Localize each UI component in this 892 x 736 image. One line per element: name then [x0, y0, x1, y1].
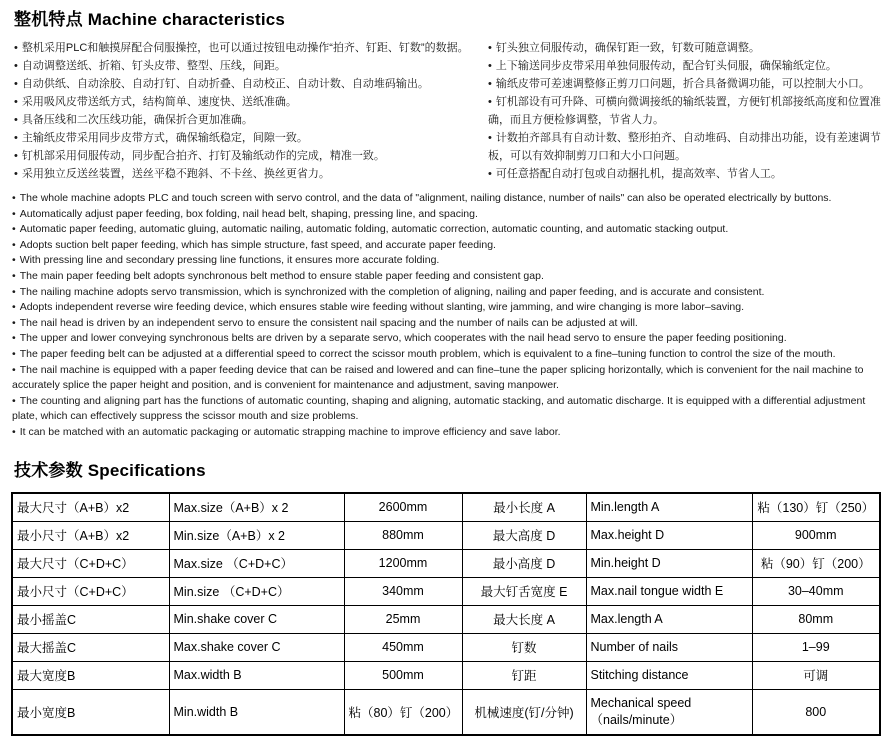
bullet-icon: •: [488, 60, 492, 72]
bullet-icon: •: [12, 425, 16, 438]
spec-table-cell: 800: [752, 689, 880, 735]
list-item: [12, 347, 888, 363]
spec-table-cell: Max.shake cover C: [169, 633, 344, 661]
spec-table-cell: 最大高度 D: [462, 521, 586, 549]
features-english-section: [12, 191, 888, 441]
features-chinese-section: [14, 39, 886, 183]
list-item: [488, 57, 886, 75]
spec-table-cell: 最大尺寸（C+D+C）: [12, 549, 169, 577]
specifications-table-body: [12, 493, 880, 735]
list-item: [12, 191, 888, 207]
list-item: [14, 147, 480, 165]
spec-table-cell: 最大长度 A: [462, 605, 586, 633]
spec-table-cell: 最大摇盖C: [12, 633, 169, 661]
spec-table-cell: 25mm: [344, 605, 462, 633]
spec-table-cell: 最小尺寸（A+B）x2: [12, 521, 169, 549]
list-item: [488, 39, 886, 57]
spec-table-cell: 880mm: [344, 521, 462, 549]
spec-table-cell: Min.width B: [169, 689, 344, 735]
list-item-text: Automatic paper feeding, automatic gluing, automatic nailing, automatic folding, automatic correction, automatic counting, and automatic stacking output.: [19, 223, 729, 236]
bullet-icon: •: [14, 114, 18, 126]
list-item-text: The whole machine adopts PLC and touch screen with servo control, and the data of "alignment, nailing distance, number of nails" can also be operated electrically by buttons.: [19, 192, 832, 204]
spec-table-cell: Min.shake cover C: [169, 605, 344, 633]
bullet-icon: •: [12, 347, 16, 360]
list-item-text: 计数拍齐部具有自动计数、整形拍齐、自动堆码、自动排出功能，设有差速调节板，可以有效抑制剪刀口和大小口问题。: [488, 132, 881, 162]
spec-table-cell: 2600mm: [344, 493, 462, 522]
spec-table-cell: 900mm: [752, 521, 880, 549]
list-item: [12, 253, 888, 269]
list-item: [488, 165, 886, 183]
bullet-icon: •: [12, 207, 16, 220]
bullet-icon: •: [488, 132, 492, 144]
list-item: [12, 238, 888, 254]
spec-table-row: [12, 521, 880, 549]
list-item: [12, 285, 888, 301]
list-item: [12, 363, 888, 394]
list-item: [12, 425, 888, 441]
list-item-text: The nail machine is equipped with a paper feeding device that can be raised and lowered and can fine–tune the paper splicing horizontally, which is convenient for the nail machine to accurately splice the paper height and position, and is convenient for maintenance and adjustment, saving manpower.: [12, 363, 864, 392]
spec-table-cell: Max.nail tongue width E: [586, 577, 752, 605]
list-item: [14, 39, 480, 57]
spec-table-cell: Mechanical speed（nails/minute）: [586, 689, 752, 735]
list-item-text: The counting and aligning part has the functions of automatic counting, shaping and aligning, automatic stacking, and automatic discharge. It is equipped with a differential adjustment plate, which can effectively suppress the scissor mouth and size problems.: [12, 394, 866, 423]
list-item: [14, 57, 480, 75]
list-item: [12, 207, 888, 223]
spec-table-cell: 钉数: [462, 633, 586, 661]
list-item-text: 采用吸风皮带送纸方式，结构简单、速度快、送纸准确。: [21, 96, 297, 108]
features-chinese-left-column: [14, 39, 480, 183]
spec-table-cell: 80mm: [752, 605, 880, 633]
machine-characteristics-title: 整机特点 Machine characteristics: [14, 10, 286, 29]
list-item-text: 钉机部设有可升降、可横向微调接纸的输纸装置，方便钉机部接纸高度和位置准确，而且方便检修调整，节省人力。: [488, 96, 881, 126]
spec-table-cell: 500mm: [344, 661, 462, 689]
spec-table-cell: 最小长度 A: [462, 493, 586, 522]
features-chinese-right-column: [480, 39, 886, 183]
list-item: [12, 300, 888, 316]
list-item: [14, 75, 480, 93]
bullet-icon: •: [12, 285, 16, 298]
list-item: [12, 222, 888, 238]
list-item-text: The nailing machine adopts servo transmission, which is synchronized with the completion of aligning, nailing and paper feeding, and is accurate and consistent.: [19, 285, 765, 298]
bullet-icon: •: [14, 60, 18, 72]
spec-table-cell: 最小尺寸（C+D+C）: [12, 577, 169, 605]
bullet-icon: •: [488, 168, 492, 180]
spec-table-cell: Max.size （C+D+C）: [169, 549, 344, 577]
list-item-text: 采用独立反送丝装置，送丝平稳不跑斜、不卡丝、换丝更省力。: [21, 168, 330, 180]
list-item-text: 钉机部采用伺服传动，同步配合拍齐、打钉及输纸动作的完成，精准一致。: [21, 150, 385, 162]
list-item-text: Adopts independent reverse wire feeding device, which ensures stable wire feeding without slanting, wire jamming, and wire changing is more labor–saving.: [19, 301, 745, 314]
spec-table-cell: 最大尺寸（A+B）x2: [12, 493, 169, 522]
bullet-icon: •: [14, 150, 18, 162]
spec-table-cell: Max.length A: [586, 605, 752, 633]
list-item-text: 钉头独立伺服传动，确保钉距一致，钉数可随意调整。: [495, 42, 760, 54]
list-item-text: 自动供纸、自动涂胶、自动打钉、自动折叠、自动校正、自动计数、自动堆码输出。: [21, 78, 429, 90]
spec-table-cell: 最小宽度B: [12, 689, 169, 735]
list-item-text: 主输纸皮带采用同步皮带方式，确保输纸稳定，间隙一致。: [21, 132, 308, 144]
list-item-text: 可任意搭配自动打包或自动捆扎机，提高效率、节省人工。: [495, 168, 782, 180]
bullet-icon: •: [12, 301, 16, 314]
bullet-icon: •: [488, 78, 492, 90]
spec-table-cell: 机械速度(钉/分钟): [462, 689, 586, 735]
spec-table-cell: 粘（90）钉（200）: [752, 549, 880, 577]
specifications-title: 技术参数 Specifications: [14, 460, 206, 480]
list-item-text: 上下输送同步皮带采用单独伺服传动，配合钉头伺服，确保输纸定位。: [495, 60, 837, 72]
bullet-icon: •: [12, 394, 16, 407]
spec-table-cell: 最大宽度B: [12, 661, 169, 689]
list-item: [488, 129, 886, 165]
spec-table-cell: 1200mm: [344, 549, 462, 577]
spec-table-cell: Min.length A: [586, 493, 752, 522]
spec-table-cell: 450mm: [344, 633, 462, 661]
list-item-text: Automatically adjust paper feeding, box folding, nail head belt, shaping, pressing line, and spacing.: [19, 207, 478, 220]
spec-table-cell: 最大钉舌宽度 E: [462, 577, 586, 605]
list-item-text: 具备压线和二次压线功能，确保折合更加准确。: [21, 114, 253, 126]
bullet-icon: •: [488, 42, 492, 54]
bullet-icon: •: [488, 96, 492, 108]
bullet-icon: •: [14, 132, 18, 144]
spec-table-row: [12, 605, 880, 633]
bullet-icon: •: [12, 332, 16, 345]
bullet-icon: •: [12, 269, 16, 282]
list-item-text: Adopts suction belt paper feeding, which has simple structure, fast speed, and accurate paper feeding.: [19, 238, 496, 251]
spec-table-cell: Min.size （C+D+C）: [169, 577, 344, 605]
spec-table-cell: 最小摇盖C: [12, 605, 169, 633]
spec-table-cell: Max.width B: [169, 661, 344, 689]
bullet-icon: •: [12, 223, 16, 236]
spec-table-cell: Min.size（A+B）x 2: [169, 521, 344, 549]
spec-table-cell: 30–40mm: [752, 577, 880, 605]
bullet-icon: •: [12, 316, 16, 329]
list-item: [14, 111, 480, 129]
list-item: [14, 93, 480, 111]
spec-table-cell: Min.height D: [586, 549, 752, 577]
list-item-text: The upper and lower conveying synchronous belts are driven by a separate servo, which cooperates with the nail head servo to ensure the paper feeding positioning.: [19, 332, 787, 345]
spec-table-row: [12, 493, 880, 522]
list-item: [12, 394, 888, 425]
spec-table-row: [12, 633, 880, 661]
list-item-text: The nail head is driven by an independent servo to ensure the consistent nail spacing and the number of nails can be adjusted at will.: [19, 316, 638, 329]
spec-table-cell: 粘（80）钉（200）: [344, 689, 462, 735]
list-item-text: The main paper feeding belt adopts synchronous belt method to ensure stable paper feeding and consistent gap.: [19, 269, 544, 282]
list-item-text: It can be matched with an automatic packaging or automatic strapping machine to improve efficiency and save labor.: [19, 425, 561, 438]
spec-table-row: [12, 689, 880, 735]
spec-table-cell: Max.size（A+B）x 2: [169, 493, 344, 522]
spec-table-cell: 钉距: [462, 661, 586, 689]
spec-table-cell: 最小高度 D: [462, 549, 586, 577]
spec-table-cell: 粘（130）钉（250）: [752, 493, 880, 522]
spec-table-cell: 340mm: [344, 577, 462, 605]
spec-table-cell: Stitching distance: [586, 661, 752, 689]
list-item: [12, 269, 888, 285]
list-item-text: 整机采用PLC和触摸屏配合伺服操控，也可以通过按钮电动操作“拍齐、钉距、钉数”的数据。: [21, 42, 469, 54]
list-item-text: The paper feeding belt can be adjusted at a differential speed to correct the scissor mouth problem, which is equivalent to a fine–tuning function to control the size of the mouth.: [19, 347, 836, 360]
bullet-icon: •: [14, 78, 18, 90]
bullet-icon: •: [12, 238, 16, 251]
spec-table-row: [12, 577, 880, 605]
list-item: [488, 93, 886, 129]
specifications-table: [11, 492, 881, 736]
bullet-icon: •: [14, 168, 18, 180]
list-item-text: With pressing line and secondary pressing line functions, it ensures more accurate folding.: [19, 254, 440, 267]
list-item: [14, 165, 480, 183]
list-item: [488, 75, 886, 93]
list-item-text: 输纸皮带可差速调整修正剪刀口问题，折合具备微调功能，可以控制大小口。: [495, 78, 870, 90]
spec-table-cell: Number of nails: [586, 633, 752, 661]
list-item-text: 自动调整送纸、折箱、钉头皮带、整型、压线，间距。: [21, 60, 286, 72]
bullet-icon: •: [14, 96, 18, 108]
list-item: [12, 331, 888, 347]
spec-table-row: [12, 549, 880, 577]
bullet-icon: •: [12, 254, 16, 267]
bullet-icon: •: [14, 42, 18, 54]
spec-table-cell: 可调: [752, 661, 880, 689]
spec-table-row: [12, 661, 880, 689]
list-item: [12, 316, 888, 332]
bullet-icon: •: [12, 192, 16, 204]
spec-table-cell: 1–99: [752, 633, 880, 661]
spec-table-cell: Max.height D: [586, 521, 752, 549]
list-item: [14, 129, 480, 147]
bullet-icon: •: [12, 363, 16, 376]
